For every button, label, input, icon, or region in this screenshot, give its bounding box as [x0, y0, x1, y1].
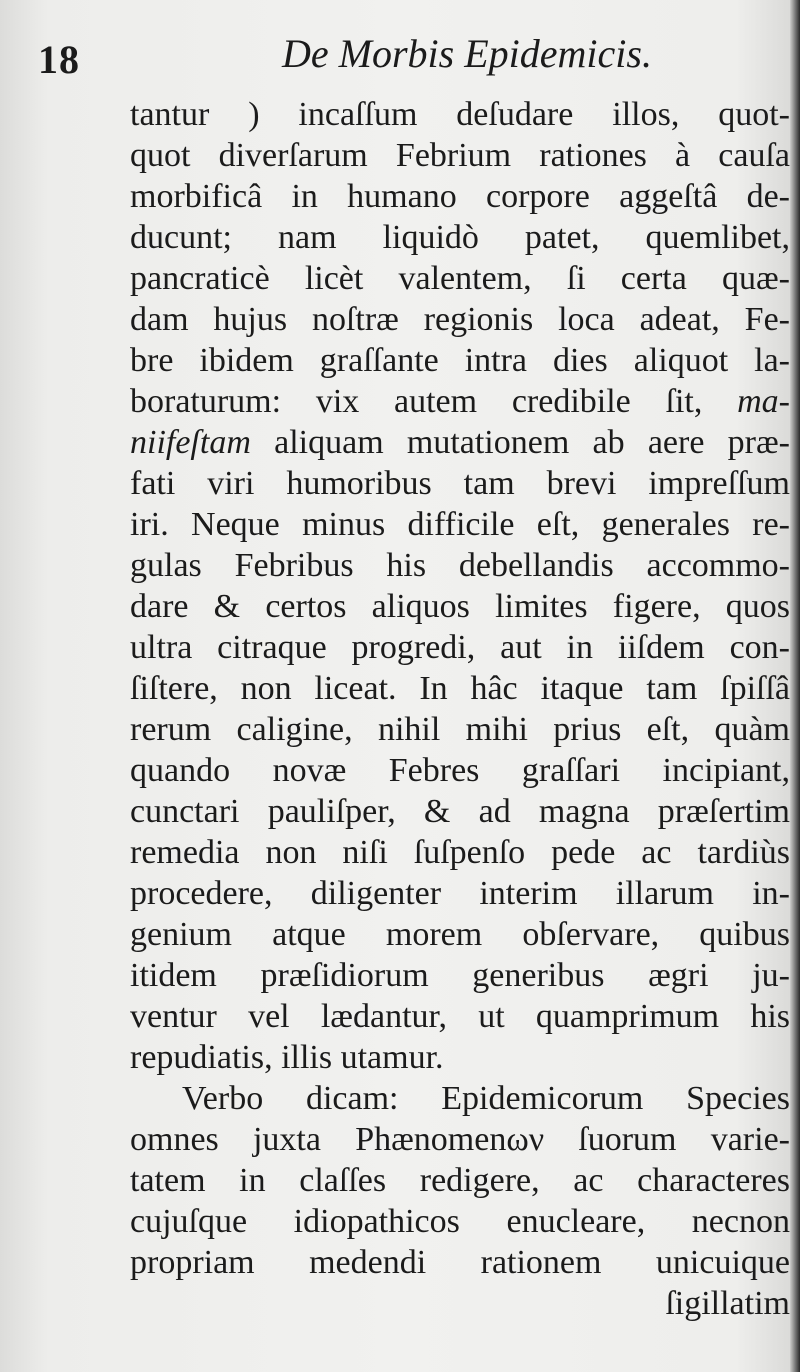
text-line: tatem in claſſes redigere, ac characteres: [130, 1162, 790, 1199]
italic-word-start: ni: [130, 424, 157, 461]
text-line: procedere, diligenter interim illarum in-: [130, 875, 790, 912]
text-line: fati viri humoribus tam brevi impreſſum: [130, 465, 790, 502]
body-text: [130, 94, 790, 1324]
text-line: ſiſtere, non liceat. In hâc itaque tam ſpiſſâ: [130, 670, 790, 707]
italic-word: [130, 424, 251, 461]
text-segment: boraturum: vix autem credibile ſit,: [130, 383, 703, 420]
text-line: cunctari pauliſper, & ad magna præſertim: [130, 793, 790, 830]
text-line: pancraticè licèt valentem, ſi certa quæ-: [130, 260, 790, 297]
text-line: gulas Febribus his debellandis accommo-: [130, 547, 790, 584]
text-line: [130, 381, 790, 422]
book-gutter-edge: [790, 0, 800, 1372]
text-line: ultra citraque progredi, aut in iiſdem con-: [130, 629, 790, 666]
catchword: ſigillatim: [665, 1285, 790, 1322]
text-line: ducunt; nam liquidò patet, quemlibet,: [130, 219, 790, 256]
text-line: ventur vel lædantur, ut quamprimum his: [130, 998, 790, 1035]
text-line: dam hujus noſtræ regionis loca adeat, Fe-: [130, 301, 790, 338]
text-line: repudiatis, illis utamur.: [130, 1039, 444, 1076]
text-line: tantur ) incaſſum deſudare illos, quot-: [130, 96, 790, 133]
text-line: genium atque morem obſervare, quibus: [130, 916, 790, 953]
text-line: quot diverſarum Febrium rationes à cauſa: [130, 137, 790, 174]
text-line: iri. Neque minus difficile eſt, generales re-: [130, 506, 790, 543]
text-line: omnes juxta Phænomenων ſuorum varie-: [130, 1121, 790, 1158]
text-line: rerum caligine, nihil mihi prius eſt, quàm: [130, 711, 790, 748]
text-line: remedia non niſi ſuſpenſo pede ac tardiùs: [130, 834, 790, 871]
text-line: cujuſque idiopathicos enucleare, necnon: [130, 1203, 790, 1240]
italic-word-rest: ifeſtam: [156, 424, 251, 461]
page-number: 18: [38, 37, 80, 82]
text-line: morbificâ in humano corpore aggeſtâ de-: [130, 178, 790, 215]
text-line: propriam medendi rationem unicuique: [130, 1244, 790, 1281]
text-line: quando novæ Febres graſſari incipiant,: [130, 752, 790, 789]
text-line: [130, 422, 790, 463]
text-line: dare & certos aliquos limites figere, quos: [130, 588, 790, 625]
paragraph-start-line: Verbo dicam: Epidemicorum Species: [182, 1080, 790, 1117]
text-line: itidem præſidiorum generibus ægri ju-: [130, 957, 790, 994]
italic-word: ma-: [737, 383, 790, 420]
text-segment: aliquam mutationem ab aere præ-: [274, 424, 790, 461]
text-line: bre ibidem graſſante intra dies aliquot la-: [130, 342, 790, 379]
running-title: De Morbis Epidemicis.: [282, 31, 652, 76]
